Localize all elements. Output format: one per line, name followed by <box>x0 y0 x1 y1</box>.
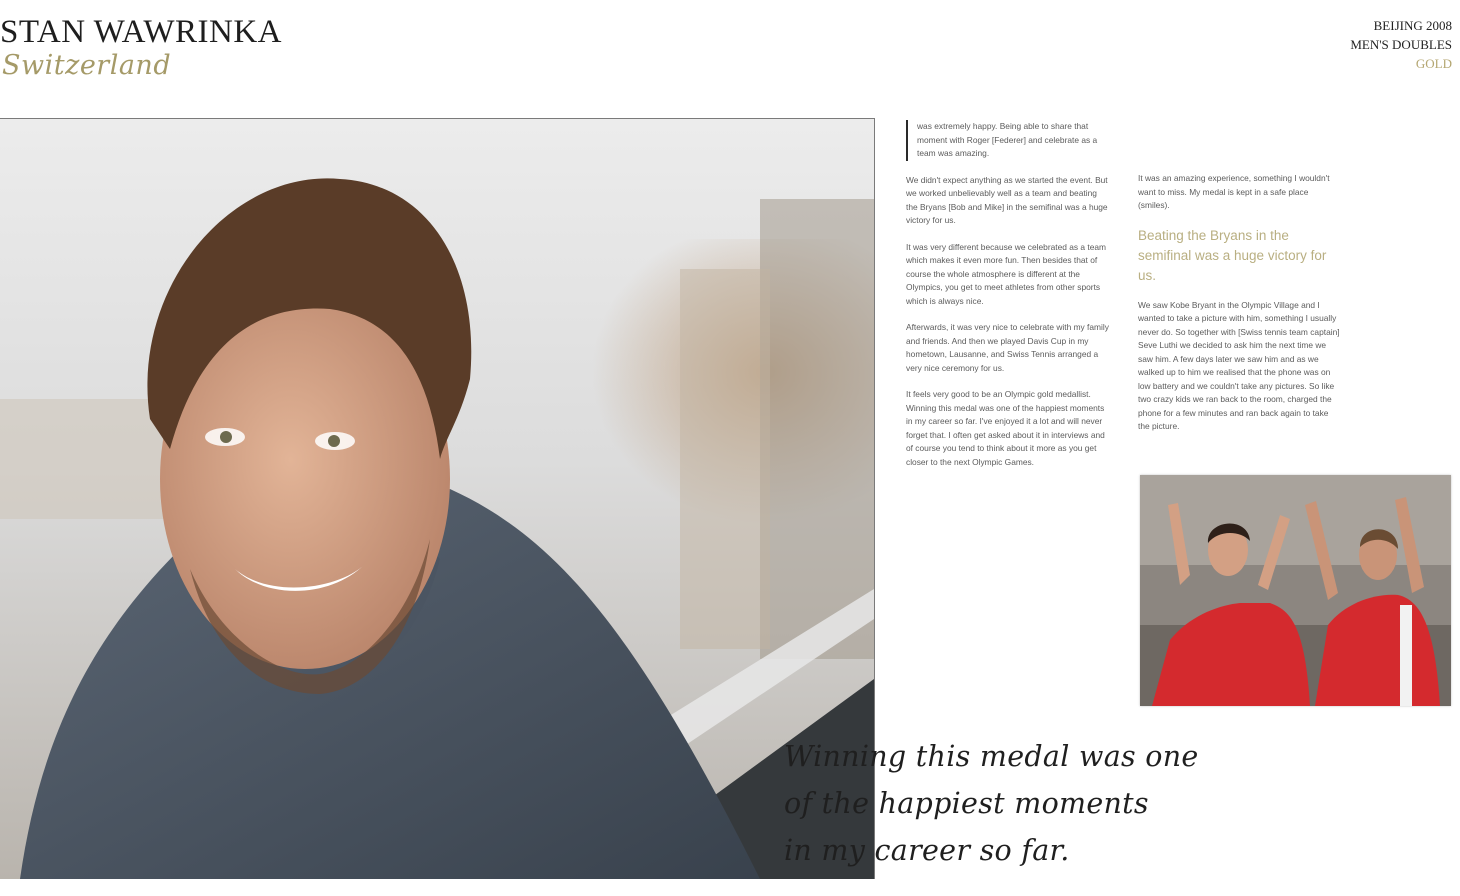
lead-quote: was extremely happy. Being able to share that moment with Roger [Federer] and celebrate as a team was amazing. <box>906 120 1110 161</box>
pull-quote: Beating the Bryans in the semifinal was a huge victory for us. <box>1138 227 1327 283</box>
quote-line-2: of the happiest moments <box>784 787 1149 820</box>
athlete-portrait-photo <box>0 118 875 879</box>
paragraph: We saw Kobe Bryant in the Olympic Village and I wanted to take a picture with him, something I usually never do. So together with [Swiss tennis team captain] Seve Luthi we decided to ask him the next time we saw him. A few days later we saw him and as we walked up to him we realised that the phone was on low battery and we couldn't take any pictures. So like two crazy kids we ran back to the room, charged the phone for a few minutes and ran back again to take the picture. <box>1138 299 1340 431</box>
doubles-photo-illustration <box>1140 475 1451 706</box>
paragraph: Afterwards, it was very nice to celebrate with my family and friends. And then we played Davis Cup in my hometown, Lausanne, and Swiss Tennis arranged a very nice ceremony for us. <box>906 322 1109 373</box>
medal-label: GOLD <box>1415 56 1452 71</box>
event-info <box>1350 16 1452 73</box>
athlete-country: Switzerland <box>2 50 172 81</box>
portrait-illustration <box>0 119 874 879</box>
article-column-left <box>906 120 1110 482</box>
quote-line-1: Winning this medal was one <box>784 740 1199 773</box>
event-label: MEN'S DOUBLES <box>1350 37 1452 52</box>
doubles-celebration-photo <box>1140 475 1451 706</box>
article-column-right <box>1138 172 1340 447</box>
paragraph: It was very different because we celebrated as a team which makes it even more fun. Then besides that of course the whole atmosphere is different at the Olympics, you get to meet athletes from other sports which is always nice. <box>906 241 1107 306</box>
paragraph: It was an amazing experience, something I wouldn't want to miss. My medal is kept in a safe place (smiles). <box>1138 173 1330 210</box>
quote-line-3: in my career so far. <box>784 834 1070 867</box>
featured-quote <box>784 733 1254 874</box>
athlete-name: STAN WAWRINKA <box>0 14 283 50</box>
games-label: BEIJING 2008 <box>1373 18 1452 33</box>
paragraph: It feels very good to be an Olympic gold medallist. Winning this medal was one of the happiest moments in my career so far. I've enjoyed it a lot and will never forget that. I often get asked about it in interviews and of course you tend to think about it more as you get closer to the next Olympic Games. <box>906 389 1105 467</box>
paragraph: We didn't expect anything as we started the event. But we worked unbelievably well as a team and beating the Bryans [Bob and Mike] in the semifinal was a huge victory for us. <box>906 174 1108 225</box>
